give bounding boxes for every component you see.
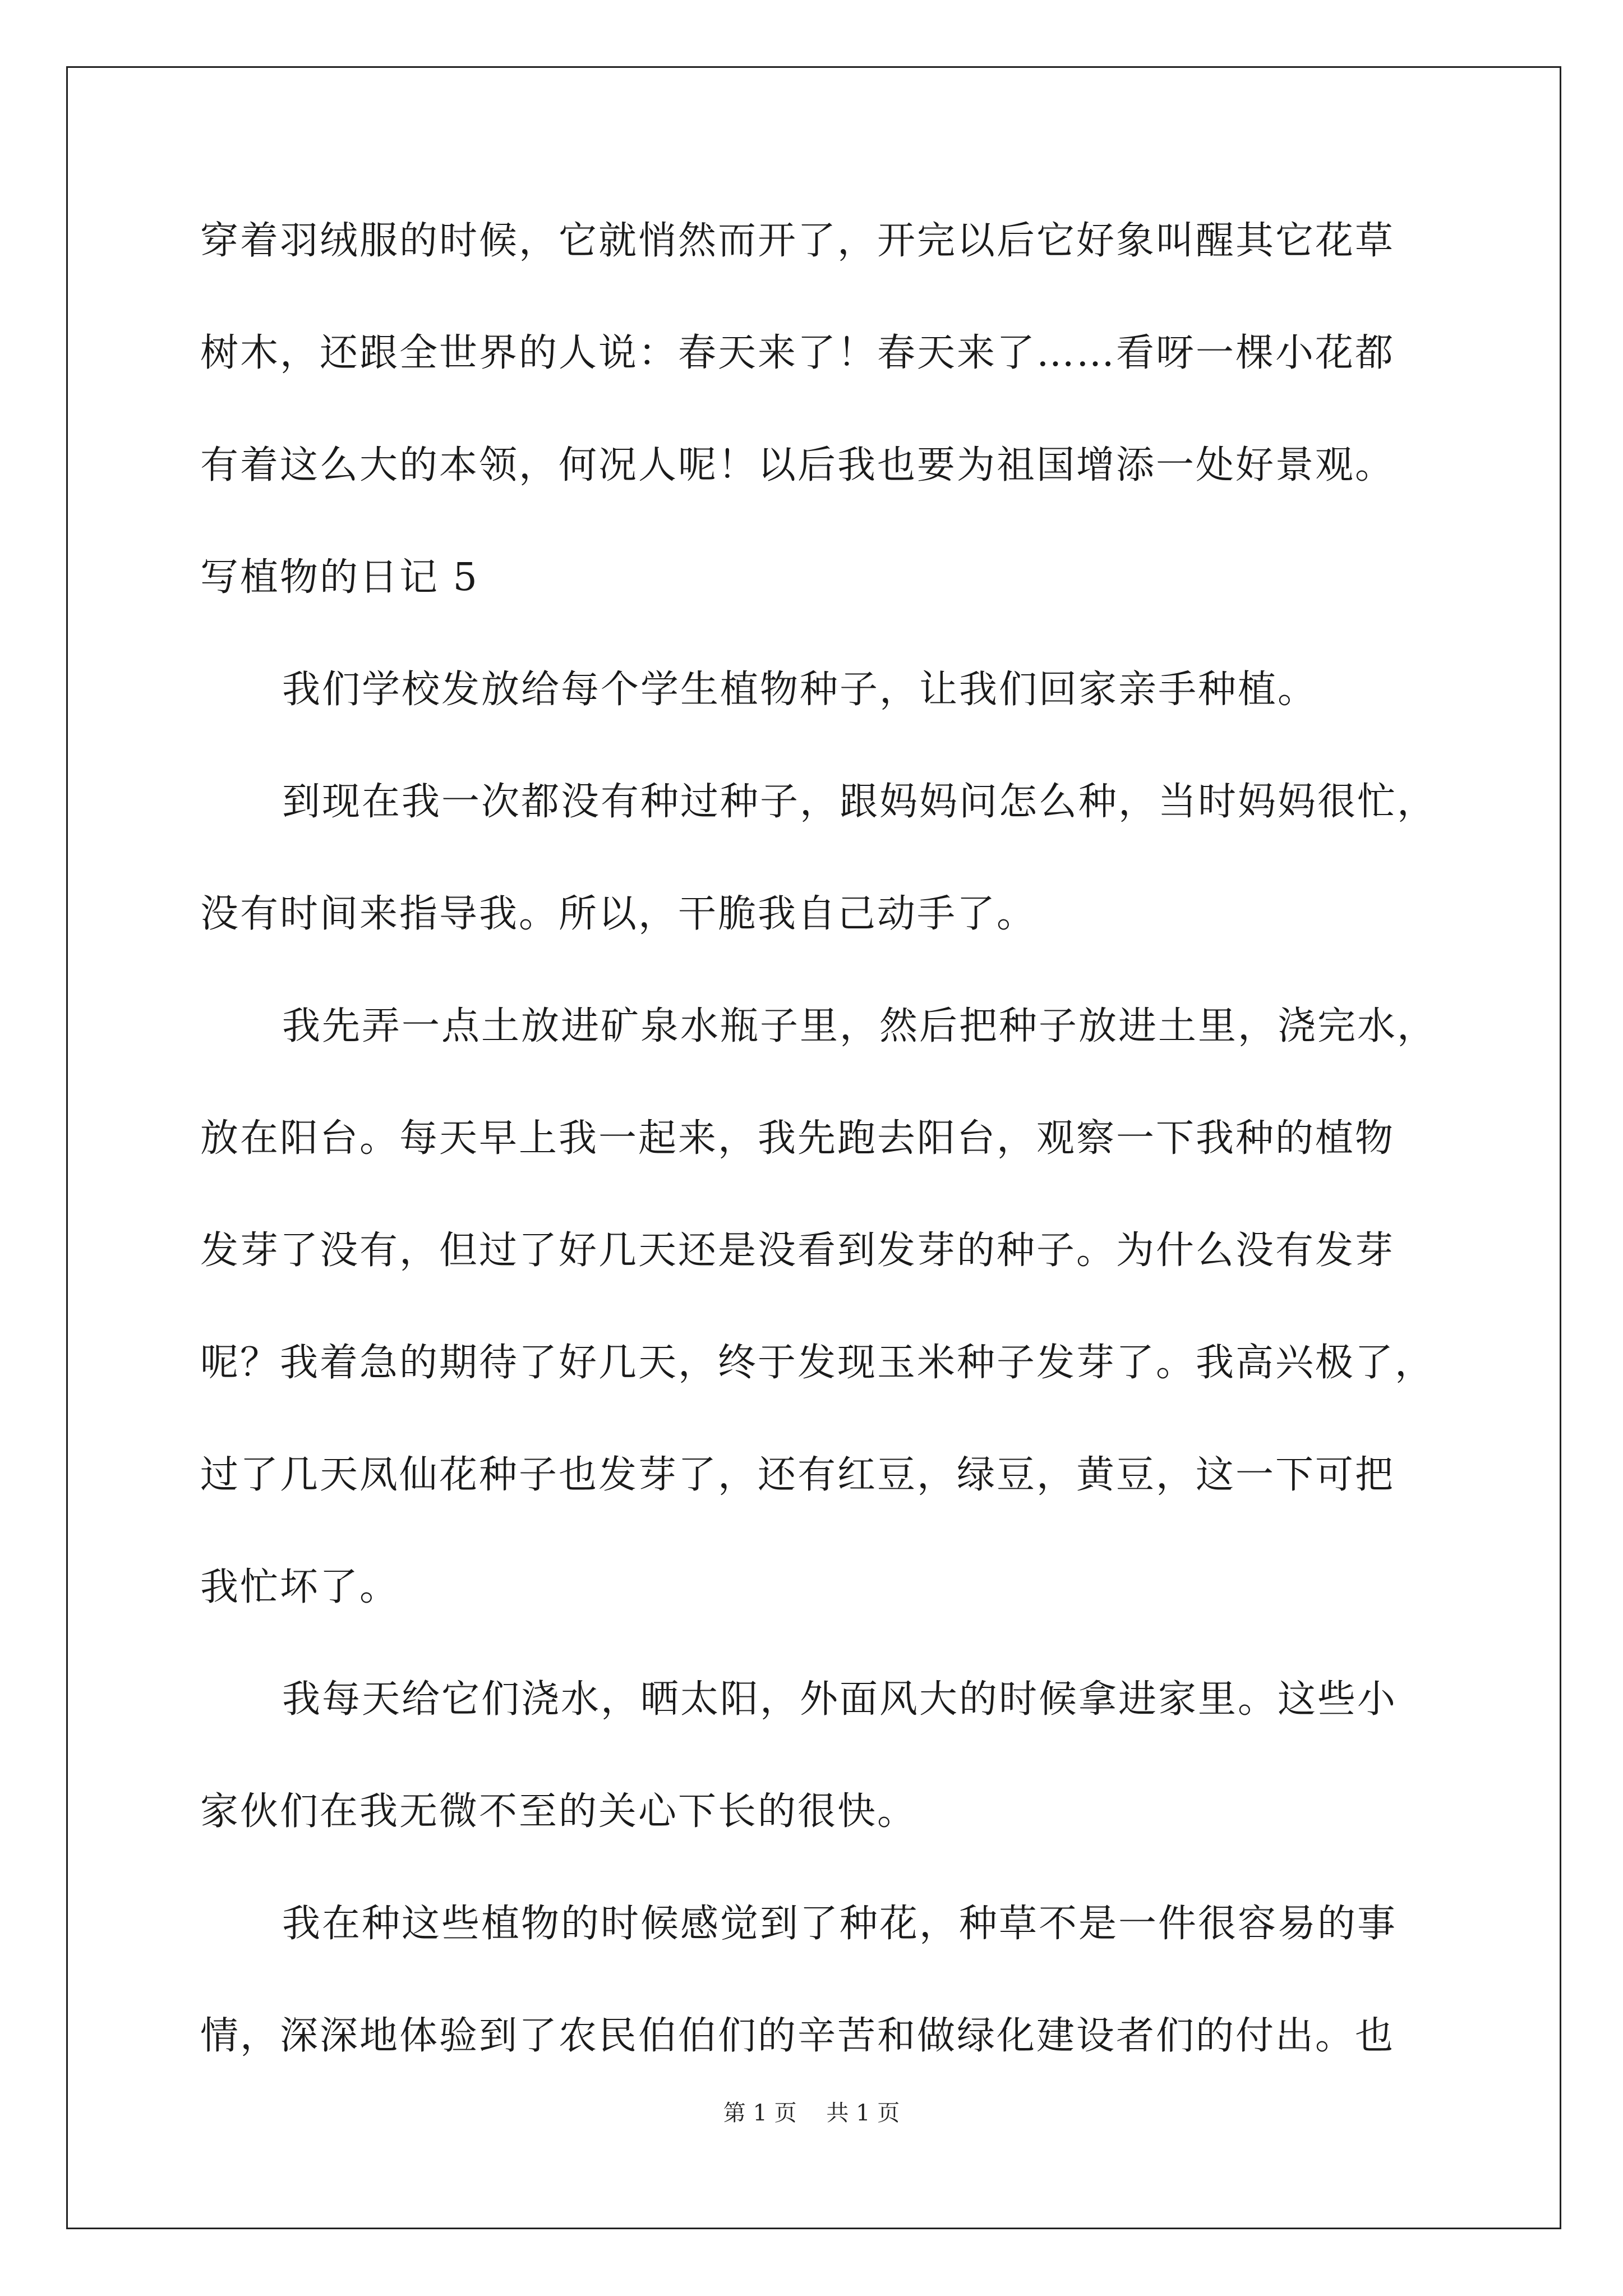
text-line: 有着这么大的本领，何况人呢！以后我也要为祖国增添一处好景观。 [200,443,1395,487]
page-number: 第 1 页 [723,2100,797,2126]
paragraph-first-line: 我们学校发放给每个学生植物种子，让我们回家亲手种植。 [282,668,1318,712]
paragraph-first-line: 我在种这些植物的时候感觉到了种花，种草不是一件很容易的事 [282,1902,1398,1946]
text-line: 放在阳台。每天早上我一起来，我先跑去阳台，观察一下我种的植物 [200,1116,1395,1161]
text-line: 家伙们在我无微不至的关心下长的很快。 [200,1789,917,1834]
text-line: 发芽了没有，但过了好几天还是没看到发芽的种子。为什么没有发芽 [200,1228,1395,1273]
text-line: 呢？我着急的期待了好几天，终于发现玉米种子发芽了。我高兴极了， [200,1341,1435,1385]
paragraph-first-line: 到现在我一次都没有种过种子，跟妈妈问怎么种，当时妈妈很忙， [282,780,1437,824]
text-line: 穿着羽绒服的时候，它就悄然而开了，开完以后它好象叫醒其它花草 [200,219,1395,263]
text-line: 树木，还跟全世界的人说：春天来了！春天来了……看呀一棵小花都 [200,331,1395,375]
text-line: 情，深深地体验到了农民伯伯们的辛苦和做绿化建设者们的付出。也 [200,2014,1395,2058]
page-footer [0,2095,1623,2127]
paragraph-first-line: 我先弄一点土放进矿泉水瓶子里，然后把种子放进土里，浇完水， [282,1004,1437,1048]
page-total: 共 1 页 [826,2100,900,2126]
text-line: 过了几天凤仙花种子也发芽了，还有红豆，绿豆，黄豆，这一下可把 [200,1453,1395,1497]
section-heading: 写植物的日记 5 [200,555,479,600]
text-line: 我忙坏了。 [200,1565,400,1609]
text-line: 没有时间来指导我。所以，干脆我自己动手了。 [200,892,1037,936]
paragraph-first-line: 我每天给它们浇水，晒太阳，外面风大的时候拿进家里。这些小 [282,1677,1398,1722]
